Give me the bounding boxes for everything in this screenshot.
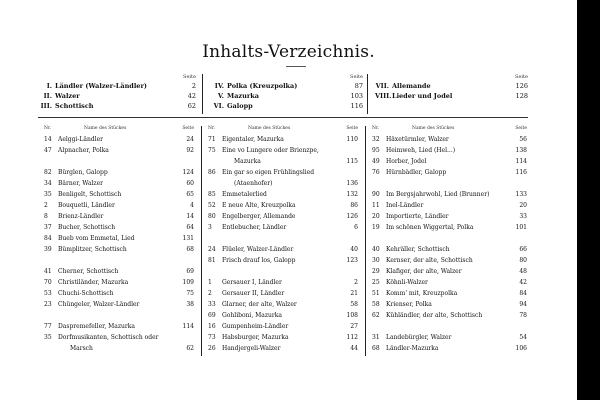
entry-number: 85 bbox=[208, 191, 216, 198]
entry-row bbox=[372, 257, 527, 267]
entry-row bbox=[44, 191, 194, 201]
entry-title: Benligelt, Schottisch bbox=[58, 191, 122, 198]
entry-number: 37 bbox=[44, 224, 52, 231]
entry-page: 108 bbox=[346, 312, 358, 319]
entry-row bbox=[208, 312, 358, 322]
entry-number: 41 bbox=[44, 268, 52, 275]
entry-row bbox=[44, 169, 194, 179]
entry-number: 90 bbox=[372, 191, 380, 198]
overview-title: Galopp bbox=[227, 102, 253, 110]
entry-page: 33 bbox=[519, 213, 527, 220]
entry-number: 52 bbox=[208, 202, 216, 209]
entry-page: 132 bbox=[346, 191, 358, 198]
entry-number: 39 bbox=[44, 246, 52, 253]
entry-page: 80 bbox=[519, 257, 527, 264]
header-nr: Nr. bbox=[372, 126, 380, 131]
entry-row bbox=[44, 213, 194, 223]
entry-page: 115 bbox=[346, 158, 358, 165]
entry-row bbox=[208, 235, 358, 245]
entry-page: 84 bbox=[519, 290, 527, 297]
entry-title: Im schönen Wiggertal, Polka bbox=[386, 224, 474, 231]
entry-page: 6 bbox=[354, 224, 358, 231]
entry-title: Dorfmusikanten, Schottisch oder bbox=[58, 334, 159, 341]
entry-page: 114 bbox=[182, 323, 194, 330]
entry-row bbox=[208, 268, 358, 278]
header-name: Name des Stückes bbox=[412, 126, 455, 131]
entry-title: Habsburger, Mazurka bbox=[222, 334, 289, 341]
entry-row bbox=[208, 290, 358, 300]
entry-page: 38 bbox=[186, 301, 194, 308]
entry-row bbox=[44, 147, 194, 157]
entry-row bbox=[372, 345, 527, 355]
entry-title: Handjergeli-Walzer bbox=[222, 345, 281, 352]
entry-title: Alpnacher, Polka bbox=[58, 147, 109, 154]
seite-label: Seite bbox=[515, 74, 528, 80]
entry-page: 114 bbox=[515, 158, 527, 165]
overview-number: I. bbox=[46, 82, 52, 90]
entry-page: 126 bbox=[346, 213, 358, 220]
entry-page: 64 bbox=[186, 224, 194, 231]
entry-row bbox=[44, 268, 194, 278]
entry-row bbox=[372, 202, 527, 212]
entry-row bbox=[44, 158, 194, 168]
overview-column-3 bbox=[375, 74, 530, 114]
entry-number: 73 bbox=[208, 334, 216, 341]
entry-title: Im Bergsjahrwohl, Lied (Brunner) bbox=[386, 191, 490, 198]
overview-number: VI. bbox=[213, 102, 224, 110]
entry-title: Eine vo Lungere oder Brienzpe, bbox=[222, 147, 319, 154]
entry-number: 14 bbox=[44, 136, 52, 143]
entry-page: 44 bbox=[350, 345, 358, 352]
entry-title: Gumpenheim-Ländler bbox=[222, 323, 289, 330]
entry-page: 124 bbox=[182, 169, 194, 176]
entry-number: 49 bbox=[372, 158, 380, 165]
entry-title: Bürglen, Galopp bbox=[58, 169, 108, 176]
entry-row bbox=[208, 213, 358, 223]
entry-title: Kühländler, der alte, Schottisch bbox=[386, 312, 483, 319]
entry-title: Chüngeler, Walzer-Ländler bbox=[58, 301, 140, 308]
entry-row bbox=[208, 169, 358, 179]
entry-page: 78 bbox=[519, 312, 527, 319]
overview-divider bbox=[367, 74, 368, 114]
entry-row bbox=[208, 224, 358, 234]
entry-page: 110 bbox=[346, 136, 358, 143]
entry-row bbox=[372, 323, 527, 333]
entry-title: Kernser, der alte, Schottisch bbox=[386, 257, 473, 264]
entry-row bbox=[44, 345, 194, 355]
entry-row bbox=[208, 345, 358, 355]
entry-number: 35 bbox=[44, 191, 52, 198]
entry-title: Gersauer I, Ländler bbox=[222, 279, 282, 286]
entry-title: Köhnli-Walzer bbox=[386, 279, 428, 286]
seite-label: Seite bbox=[183, 74, 196, 80]
entry-row bbox=[372, 290, 527, 300]
entry-number: 69 bbox=[208, 312, 216, 319]
overview-title: Allemande bbox=[392, 82, 431, 90]
entry-row bbox=[208, 246, 358, 256]
overview-page: 62 bbox=[187, 102, 196, 110]
entry-number: 70 bbox=[44, 279, 52, 286]
header-seite: Seite bbox=[182, 126, 194, 131]
entry-title: Flüeler, Walzer-Ländler bbox=[222, 246, 294, 253]
overview-number: VII. bbox=[375, 82, 389, 90]
entry-title: Hürnbädler, Galopp bbox=[386, 169, 447, 176]
entry-page: 136 bbox=[346, 180, 358, 187]
entry-title: Bouquetli, Ländler bbox=[58, 202, 115, 209]
entry-title: (Ataenhofer) bbox=[234, 180, 273, 187]
entry-title: Christiländer, Mazurka bbox=[58, 279, 129, 286]
overview-number: III. bbox=[40, 102, 52, 110]
entries-column-1 bbox=[44, 126, 194, 358]
entry-title: Bärner, Walzer bbox=[58, 180, 104, 187]
entry-page: 69 bbox=[186, 268, 194, 275]
overview-column-1 bbox=[38, 74, 198, 114]
entry-title: Emmetalerlied bbox=[222, 191, 267, 198]
entry-title: Bümplitzer, Schottisch bbox=[58, 246, 127, 253]
entry-page: 24 bbox=[186, 136, 194, 143]
entry-number: 53 bbox=[44, 290, 52, 297]
entry-page: 54 bbox=[519, 334, 527, 341]
entry-row bbox=[208, 180, 358, 190]
entry-title: Mazurka bbox=[234, 158, 261, 165]
entry-row bbox=[44, 301, 194, 311]
entry-number: 2 bbox=[208, 290, 212, 297]
entry-number: 30 bbox=[372, 257, 380, 264]
overview-page: 87 bbox=[354, 82, 363, 90]
overview-column-2 bbox=[210, 74, 365, 114]
entry-title: Bueb vom Emmetal, Lied bbox=[58, 235, 135, 242]
entries-column-2 bbox=[208, 126, 358, 358]
entry-title: Bucher, Schottisch bbox=[58, 224, 116, 231]
entry-page: 40 bbox=[350, 246, 358, 253]
entry-number: 32 bbox=[372, 136, 380, 143]
entry-title: Ein gar so eigen Frühlingslied bbox=[222, 169, 315, 176]
entry-page: 48 bbox=[519, 268, 527, 275]
entry-title: Eigentaler, Mazurka bbox=[222, 136, 284, 143]
entry-page: 94 bbox=[519, 301, 527, 308]
entry-title: Glarner, der alte, Walzer bbox=[222, 301, 297, 308]
entry-page: 42 bbox=[519, 279, 527, 286]
entry-title: Kehräller, Schottisch bbox=[386, 246, 450, 253]
entry-row bbox=[372, 301, 527, 311]
entry-page: 68 bbox=[186, 246, 194, 253]
entry-number: 34 bbox=[44, 180, 52, 187]
entry-page: 62 bbox=[186, 345, 194, 352]
entry-row bbox=[372, 235, 527, 245]
entry-number: 84 bbox=[44, 235, 52, 242]
entry-page: 58 bbox=[350, 301, 358, 308]
entry-row bbox=[372, 224, 527, 234]
entry-row bbox=[44, 257, 194, 267]
entry-row bbox=[44, 323, 194, 333]
overview-number: II. bbox=[43, 92, 52, 100]
overview-title: Lieder und Jodel bbox=[392, 92, 453, 100]
entry-title: Importierte, Ländler bbox=[386, 213, 449, 220]
entry-number: 95 bbox=[372, 147, 380, 154]
entry-number: 31 bbox=[372, 334, 380, 341]
entry-page: 66 bbox=[519, 246, 527, 253]
entry-page: 133 bbox=[515, 191, 527, 198]
entry-row bbox=[208, 257, 358, 267]
entry-page: 4 bbox=[190, 202, 194, 209]
entry-title: E neue Alte, Kreuzpolka bbox=[222, 202, 296, 209]
entry-page: 14 bbox=[186, 213, 194, 220]
entry-number: 23 bbox=[44, 301, 52, 308]
entry-row bbox=[372, 136, 527, 146]
overview-divider bbox=[202, 74, 203, 114]
entry-page: 20 bbox=[519, 202, 527, 209]
overview-page: 42 bbox=[187, 92, 196, 100]
entry-page: 138 bbox=[515, 147, 527, 154]
page-title: Inhalts-Verzeichnis. bbox=[202, 42, 375, 62]
entry-number: 86 bbox=[208, 169, 216, 176]
entry-page: 65 bbox=[186, 191, 194, 198]
entry-number: 26 bbox=[208, 345, 216, 352]
entry-number: 58 bbox=[372, 301, 380, 308]
entry-title: Krienser, Polka bbox=[386, 301, 432, 308]
overview-number: IV. bbox=[214, 82, 224, 90]
entry-row bbox=[372, 213, 527, 223]
overview-number: V. bbox=[217, 92, 224, 100]
entry-title: Horber, Jodel bbox=[386, 158, 427, 165]
entry-title: Chuchi-Schottisch bbox=[58, 290, 114, 297]
entry-page: 123 bbox=[346, 257, 358, 264]
entry-page: 109 bbox=[182, 279, 194, 286]
entry-page: 21 bbox=[350, 290, 358, 297]
entry-number: 11 bbox=[372, 202, 380, 209]
entry-page: 75 bbox=[186, 290, 194, 297]
entry-row bbox=[372, 246, 527, 256]
entry-number: 75 bbox=[208, 147, 216, 154]
entry-row bbox=[208, 158, 358, 168]
entry-page: 131 bbox=[182, 235, 194, 242]
entry-page: 2 bbox=[354, 279, 358, 286]
seite-label: Seite bbox=[350, 74, 363, 80]
overview-title: Ländler (Walzer-Ländler) bbox=[55, 82, 147, 90]
entry-title: Gohliboni, Mazurka bbox=[222, 312, 282, 319]
column-divider bbox=[365, 126, 366, 356]
entry-number: 25 bbox=[372, 279, 380, 286]
entry-title: Inel-Ländler bbox=[386, 202, 424, 209]
entry-number: 81 bbox=[208, 257, 216, 264]
header-seite: Seite bbox=[346, 126, 358, 131]
overview-page: 103 bbox=[350, 92, 363, 100]
overview-title: Mazurka bbox=[227, 92, 259, 100]
entry-number: 35 bbox=[44, 334, 52, 341]
entry-title: Cherner, Schottisch bbox=[58, 268, 119, 275]
entry-row bbox=[208, 334, 358, 344]
entry-row bbox=[372, 169, 527, 179]
entry-row bbox=[208, 323, 358, 333]
entry-row bbox=[372, 312, 527, 322]
entry-row bbox=[44, 290, 194, 300]
entry-row bbox=[372, 158, 527, 168]
entry-page: 86 bbox=[350, 202, 358, 209]
entry-page: 101 bbox=[515, 224, 527, 231]
entries-column-3 bbox=[372, 126, 527, 358]
entry-row bbox=[372, 180, 527, 190]
section-rule bbox=[38, 117, 528, 118]
entry-row bbox=[44, 180, 194, 190]
overview-number: VIII. bbox=[375, 92, 392, 100]
entry-row bbox=[44, 202, 194, 212]
entry-row bbox=[44, 246, 194, 256]
header-seite: Seite bbox=[515, 126, 527, 131]
entry-row bbox=[44, 235, 194, 245]
entry-title: Engelberger, Allemande bbox=[222, 213, 296, 220]
overview-page: 126 bbox=[515, 82, 528, 90]
entry-number: 40 bbox=[372, 246, 380, 253]
entry-number: 16 bbox=[208, 323, 216, 330]
entry-page: 112 bbox=[346, 334, 358, 341]
overview-title: Polka (Kreuzpolka) bbox=[227, 82, 298, 90]
entry-number: 47 bbox=[44, 147, 52, 154]
entry-number: 76 bbox=[372, 169, 380, 176]
entry-page: 27 bbox=[350, 323, 358, 330]
entry-number: 20 bbox=[372, 213, 380, 220]
entry-title: Klafiger, der alte, Walzer bbox=[386, 268, 462, 275]
entry-number: 3 bbox=[208, 224, 212, 231]
entry-row bbox=[372, 191, 527, 201]
entry-row bbox=[372, 147, 527, 157]
entry-row bbox=[208, 301, 358, 311]
entry-row bbox=[372, 334, 527, 344]
entry-page: 106 bbox=[515, 345, 527, 352]
overview-page: 128 bbox=[515, 92, 528, 100]
entry-title: Gersauer II, Ländler bbox=[222, 290, 285, 297]
entry-number: 19 bbox=[372, 224, 380, 231]
entry-title: Frisch drauf los, Galopp bbox=[222, 257, 296, 264]
header-name: Name des Stückes bbox=[248, 126, 291, 131]
overview-page: 116 bbox=[350, 102, 363, 110]
header-name: Name des Stückes bbox=[84, 126, 127, 131]
entry-number: 51 bbox=[372, 290, 380, 297]
overview-title: Schottisch bbox=[55, 102, 94, 110]
entry-row bbox=[44, 224, 194, 234]
entry-title: Häxetürmler, Walzer bbox=[386, 136, 449, 143]
overview-page: 2 bbox=[191, 82, 196, 90]
overview-title: Walzer bbox=[55, 92, 80, 100]
entry-page: 56 bbox=[519, 136, 527, 143]
entry-row bbox=[44, 136, 194, 146]
entry-row bbox=[208, 136, 358, 146]
entry-row bbox=[372, 279, 527, 289]
entry-row bbox=[208, 191, 358, 201]
entry-title: Daspremefeller, Mazurka bbox=[58, 323, 135, 330]
entry-number: 29 bbox=[372, 268, 380, 275]
entry-page: 116 bbox=[515, 169, 527, 176]
entry-number: 77 bbox=[44, 323, 52, 330]
entry-title: Brienz-Ländler bbox=[58, 213, 104, 220]
entry-number: 33 bbox=[208, 301, 216, 308]
entry-row bbox=[44, 334, 194, 344]
entry-row bbox=[44, 279, 194, 289]
entry-title: Ländler-Mazurka bbox=[386, 345, 439, 352]
entry-title: Heimweh, Lied (Hel...) bbox=[386, 147, 456, 154]
entry-number: 82 bbox=[44, 169, 52, 176]
entry-number: 68 bbox=[372, 345, 380, 352]
entry-number: 71 bbox=[208, 136, 216, 143]
column-divider bbox=[201, 126, 202, 356]
header-nr: Nr. bbox=[208, 126, 216, 131]
entry-title: Aelggi-Ländler bbox=[58, 136, 104, 143]
entry-title: Entlebucher, Ländler bbox=[222, 224, 287, 231]
entry-number: 62 bbox=[372, 312, 380, 319]
entry-row bbox=[44, 312, 194, 322]
entry-title: Marsch bbox=[70, 345, 93, 352]
entry-row bbox=[208, 279, 358, 289]
entry-number: 1 bbox=[208, 279, 212, 286]
header-nr: Nr. bbox=[44, 126, 52, 131]
entry-number: 24 bbox=[208, 246, 216, 253]
entry-row bbox=[372, 268, 527, 278]
entry-page: 60 bbox=[186, 180, 194, 187]
entry-row bbox=[208, 147, 358, 157]
entry-page: 92 bbox=[186, 147, 194, 154]
entry-title: Landebürgler, Walzer bbox=[386, 334, 452, 341]
entry-title: Komm' mit, Kreuzpolka bbox=[386, 290, 458, 297]
entry-row bbox=[208, 202, 358, 212]
entry-number: 80 bbox=[208, 213, 216, 220]
entry-number: 8 bbox=[44, 213, 48, 220]
title-rule bbox=[286, 66, 306, 67]
entry-number: 2 bbox=[44, 202, 48, 209]
